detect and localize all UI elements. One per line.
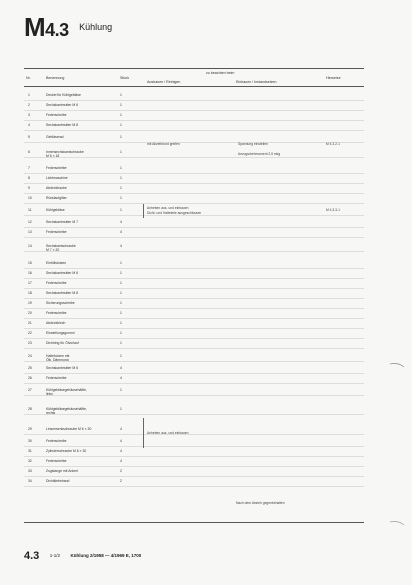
part-quantity: 1 — [120, 407, 122, 411]
part-number: 13 — [28, 230, 32, 234]
part-quantity: 1 — [120, 388, 122, 392]
part-description: Sechskantmutter M 8 — [46, 291, 79, 295]
edition-info: Kühlung 2/1958 — 4/1969 E, 1700 — [70, 553, 142, 558]
part-quantity: 1 — [120, 331, 122, 335]
part-description: Einstellungsgummi — [46, 331, 75, 335]
part-number: 21 — [28, 321, 32, 325]
table-row — [24, 174, 364, 184]
part-description: Federscheibe — [46, 311, 67, 315]
row-divider — [24, 395, 364, 396]
part-quantity: 1 — [120, 93, 122, 97]
part-quantity: 1 — [120, 186, 122, 190]
part-description: Sechskantmutter M 6 — [46, 103, 79, 107]
col-header-desc: Benennung — [46, 76, 65, 80]
part-description: Abdeckblech — [46, 321, 66, 325]
table-row — [24, 457, 364, 467]
part-quantity: 4 — [120, 366, 122, 370]
table-row — [24, 148, 364, 158]
table-row — [24, 364, 364, 374]
table-row — [24, 299, 364, 309]
table-top-rule — [24, 68, 364, 69]
table-row — [24, 467, 364, 477]
part-quantity: 1 — [120, 261, 122, 265]
part-number: 26 — [28, 376, 32, 380]
part-quantity: 1 — [120, 354, 122, 358]
part-number: 1 — [28, 93, 30, 97]
part-quantity: 4 — [120, 220, 122, 224]
part-description: Sicherungsscheibe — [46, 301, 75, 305]
part-description: Deckel für Kühlgebläse — [46, 93, 81, 97]
table-row — [24, 289, 364, 299]
part-number: 3 — [28, 113, 30, 117]
part-number: 6 — [28, 150, 30, 154]
part-number: 9 — [28, 186, 30, 190]
col-header-group: zu beachten beim — [206, 71, 235, 75]
table-row — [24, 259, 364, 269]
part-description: Lichtmaschine — [46, 176, 68, 180]
part-number: 25 — [28, 366, 32, 370]
part-quantity: 4 — [120, 427, 122, 431]
note-10-removal-b: Dicht- und Halteteile ausgeschlossen — [147, 211, 202, 215]
part-quantity: 1 — [120, 321, 122, 325]
note-10-ref: M 4.3.3-1 — [326, 208, 340, 212]
part-number: 31 — [28, 449, 32, 453]
col-header-qty: Stück — [120, 76, 129, 80]
section-title: Kühlung — [79, 22, 113, 32]
part-quantity: 2 — [120, 479, 122, 483]
table-row — [24, 164, 364, 174]
part-description: Sechskantmutter M 6 — [46, 271, 79, 275]
part-quantity: 1 — [120, 150, 122, 154]
table-row — [24, 111, 364, 121]
table-row — [24, 228, 364, 238]
part-number: 15 — [28, 261, 32, 265]
note-5-install-b: Anzugsdrehmoment 2,5 mkg — [238, 152, 281, 156]
part-description: Federscheibe — [46, 439, 67, 443]
part-quantity: 1 — [120, 103, 122, 107]
note-5-ref: M 4.3.2-1 — [326, 142, 340, 146]
brace-10-11 — [143, 204, 146, 218]
table-row — [24, 309, 364, 319]
table-header-rule — [24, 86, 364, 87]
part-number: 18 — [28, 291, 32, 295]
part-quantity: 1 — [120, 176, 122, 180]
part-description: Abdeckhaube — [46, 186, 67, 190]
part-description: Federscheibe — [46, 376, 67, 380]
part-description: Gebläserad — [46, 135, 64, 139]
row-divider — [24, 251, 364, 252]
table-row — [24, 405, 364, 415]
table-row — [24, 184, 364, 194]
part-quantity: 1 — [120, 208, 122, 212]
part-number: 20 — [28, 311, 32, 315]
part-description: Sechskantmutter M 7 — [46, 220, 79, 224]
part-quantity: 1 — [120, 301, 122, 305]
scan-mark — [388, 358, 408, 370]
row-divider — [24, 486, 364, 487]
page-footer — [24, 546, 141, 564]
part-quantity: 4 — [120, 376, 122, 380]
part-number: 14 — [28, 244, 32, 248]
row-divider — [24, 361, 364, 362]
part-description: Innensechskantschraube M 6 × 18 — [46, 150, 84, 158]
part-quantity: 4 — [120, 244, 122, 248]
part-description: Einfüllstutzen — [46, 261, 67, 265]
row-divider — [24, 157, 364, 158]
part-description: Linsensenkschraube M 6 × 30 — [46, 427, 92, 431]
note-5-removal: mit Abziehbord greifen — [147, 142, 180, 146]
row-divider — [24, 434, 364, 435]
part-number: 4 — [28, 123, 30, 127]
part-description: Dichtring für Ölvorlauf — [46, 341, 79, 345]
table-row — [24, 319, 364, 329]
part-quantity: 1 — [120, 113, 122, 117]
part-description: Dichtklebeband — [46, 479, 70, 483]
part-description: Federscheibe — [46, 113, 67, 117]
table-bottom-rule — [24, 522, 364, 523]
part-description: Federscheibe — [46, 166, 67, 170]
row-divider — [24, 215, 364, 216]
part-description: Sechskantmutter M 6 — [46, 366, 79, 370]
part-quantity: 4 — [120, 459, 122, 463]
part-quantity: 4 — [120, 230, 122, 234]
table-row — [24, 194, 364, 204]
part-description: Haltebolzen mit Ölk. Dämmung — [46, 354, 70, 362]
table-row — [24, 269, 364, 279]
table-row — [24, 352, 364, 362]
row-divider — [24, 203, 364, 204]
part-quantity: 1 — [120, 196, 122, 200]
table-row — [24, 279, 364, 289]
part-quantity: 2 — [120, 469, 122, 473]
part-number: 7 — [28, 166, 30, 170]
part-description: Kühlgebläsegehäusehälfte, links — [46, 388, 87, 396]
part-quantity: 4 — [120, 439, 122, 443]
table-row — [24, 91, 364, 101]
page-number: 4.3 — [24, 550, 40, 562]
table-row — [24, 447, 364, 457]
part-number: 19 — [28, 301, 32, 305]
page-sub: 1-1/2 — [49, 553, 61, 558]
section-code: M4.3 — [24, 12, 69, 42]
col-header-removal: Ausbauen / Reinigen — [147, 80, 181, 84]
part-quantity: 1 — [120, 271, 122, 275]
part-description: Zylinderschraube M 6 × 30 — [46, 449, 87, 453]
part-description: Federscheibe — [46, 459, 67, 463]
table-row — [24, 121, 364, 131]
part-number: 23 — [28, 341, 32, 345]
part-description: Sechskantmutter M 8 — [46, 123, 79, 127]
part-description: Zugstange mit Ankerl — [46, 469, 78, 473]
table-row — [24, 339, 364, 349]
part-number: 27 — [28, 388, 32, 392]
part-quantity: 1 — [120, 341, 122, 345]
table-row — [24, 437, 364, 447]
part-description: Rücklaufgitter — [46, 196, 67, 200]
part-quantity: 1 — [120, 311, 122, 315]
part-description: Federscheibe — [46, 281, 67, 285]
part-number: 11 — [28, 208, 32, 212]
part-number: 34 — [28, 479, 32, 483]
part-number: 32 — [28, 459, 32, 463]
part-number: 22 — [28, 331, 32, 335]
row-divider — [24, 348, 364, 349]
part-number: 29 — [28, 427, 32, 431]
table-row — [24, 242, 364, 252]
row-divider — [24, 383, 364, 384]
note-33-install: Nach dem Abzieh gegenbehalten — [236, 501, 285, 505]
note-5-install-a: Spannung einstellen — [238, 142, 268, 146]
part-number: 8 — [28, 176, 30, 180]
part-number: 17 — [28, 281, 32, 285]
col-header-ref: Hinweise — [326, 76, 341, 80]
scan-mark-lower — [388, 516, 408, 528]
table-row — [24, 101, 364, 111]
part-number: 12 — [28, 220, 32, 224]
row-divider — [24, 237, 364, 238]
table-row — [24, 218, 364, 228]
part-number: 24 — [28, 354, 32, 358]
col-header-nr: Nr. — [26, 76, 31, 80]
brace-27-28 — [143, 418, 146, 448]
part-number: 28 — [28, 407, 32, 411]
row-divider — [24, 142, 364, 143]
table-row — [24, 374, 364, 384]
part-description: Kühlgebläsegehäusehälfte, rechts — [46, 407, 87, 415]
note-10-removal-a: Anheben aus- und einbauen — [147, 206, 189, 210]
part-quantity: 1 — [120, 166, 122, 170]
part-quantity: 1 — [120, 281, 122, 285]
table-row — [24, 133, 364, 143]
table-row — [24, 329, 364, 339]
part-quantity: 4 — [120, 449, 122, 453]
col-header-install: Einbauen / Instandsetzen — [236, 80, 277, 84]
part-quantity: 1 — [120, 123, 122, 127]
part-number: 33 — [28, 469, 32, 473]
part-description: Sechskantschraube M 7 × 20 — [46, 244, 76, 252]
row-divider — [24, 414, 364, 415]
note-27-removal: Anheben aus- und einbauen — [147, 431, 189, 435]
part-quantity: 1 — [120, 135, 122, 139]
part-number: 16 — [28, 271, 32, 275]
part-number: 30 — [28, 439, 32, 443]
part-number: 5 — [28, 135, 30, 139]
part-number: 10 — [28, 196, 32, 200]
table-row — [24, 386, 364, 396]
table-row — [24, 425, 364, 435]
table-row — [24, 477, 364, 487]
part-quantity: 1 — [120, 291, 122, 295]
part-description: Kühlgebläse — [46, 208, 65, 212]
part-description: Federscheibe — [46, 230, 67, 234]
row-divider — [24, 130, 364, 131]
page-header — [24, 12, 112, 43]
part-number: 2 — [28, 103, 30, 107]
